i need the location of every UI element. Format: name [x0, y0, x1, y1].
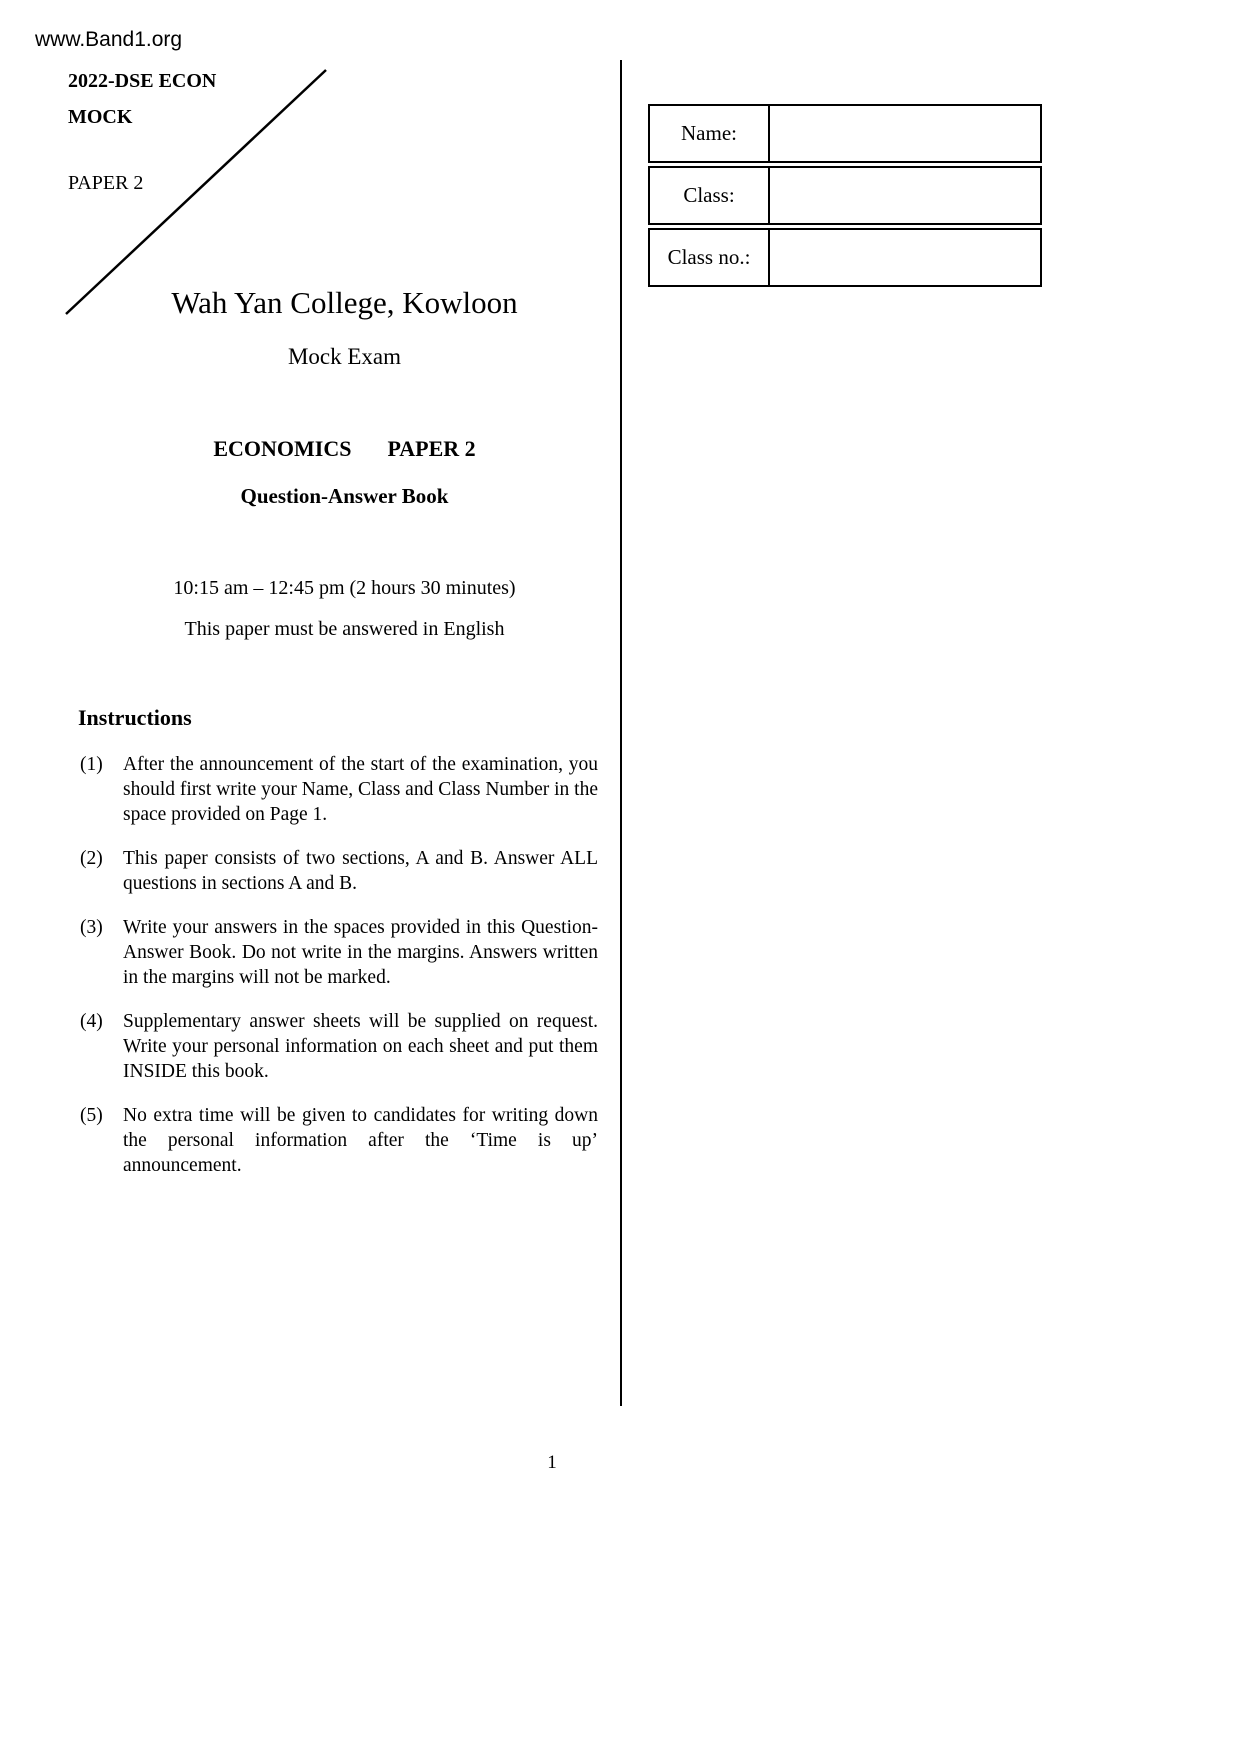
site-watermark: www.Band1.org	[35, 28, 183, 51]
book-title: Question-Answer Book	[240, 484, 449, 508]
info-row-class-no	[648, 228, 1042, 287]
instruction-number: (3)	[80, 917, 103, 938]
instructions-heading: Instructions	[78, 705, 192, 730]
candidate-info-table	[648, 104, 1042, 290]
instruction-number: (1)	[80, 754, 103, 775]
class-field[interactable]	[770, 166, 1042, 225]
subject-line	[68, 436, 621, 462]
instruction-text: Supplementary answer sheets will be supplied on request. Write your personal information on each sheet and put them INSIDE this book.	[123, 1011, 598, 1082]
exam-type: Mock Exam	[287, 344, 402, 369]
instruction-text: This paper consists of two sections, A and B. Answer ALL questions in sections A and B.	[123, 848, 598, 894]
instructions-list	[80, 752, 598, 1197]
instruction-number: (5)	[80, 1105, 103, 1126]
exam-code-line3: PAPER 2	[68, 172, 144, 194]
info-row-name	[648, 104, 1042, 163]
instruction-text: No extra time will be given to candidates for writing down the personal information after the ‘Time is up’ announcement.	[123, 1105, 598, 1176]
name-label: Name:	[648, 104, 770, 163]
right-margin-rule	[620, 60, 622, 1406]
exam-time: 10:15 am – 12:45 pm (2 hours 30 minutes)	[173, 577, 516, 599]
name-field[interactable]	[770, 104, 1042, 163]
exam-code-line2: MOCK	[68, 106, 133, 128]
subject-name: ECONOMICS	[213, 436, 352, 461]
paper-number: PAPER 2	[387, 436, 476, 461]
instruction-item-2	[80, 846, 598, 896]
instruction-number: (4)	[80, 1011, 103, 1032]
instruction-number: (2)	[80, 848, 103, 869]
class-no-label: Class no.:	[648, 228, 770, 287]
class-no-field[interactable]	[770, 228, 1042, 287]
instruction-text: After the announcement of the start of the examination, you should first write your Name, Class and Class Number in the space provided on Page 1.	[123, 754, 598, 825]
instruction-item-1	[80, 752, 598, 827]
info-row-class	[648, 166, 1042, 225]
exam-code-line1: 2022-DSE ECON	[68, 70, 217, 92]
school-name: Wah Yan College, Kowloon	[171, 285, 518, 320]
page-number: 1	[547, 1452, 557, 1473]
instruction-item-4	[80, 1009, 598, 1084]
class-label: Class:	[648, 166, 770, 225]
instruction-item-5	[80, 1103, 598, 1178]
instruction-text: Write your answers in the spaces provided in this Question-Answer Book. Do not write in the margins. Answers written in the margins will not be marked.	[123, 917, 598, 988]
instruction-item-3	[80, 915, 598, 990]
language-note: This paper must be answered in English	[184, 618, 505, 640]
